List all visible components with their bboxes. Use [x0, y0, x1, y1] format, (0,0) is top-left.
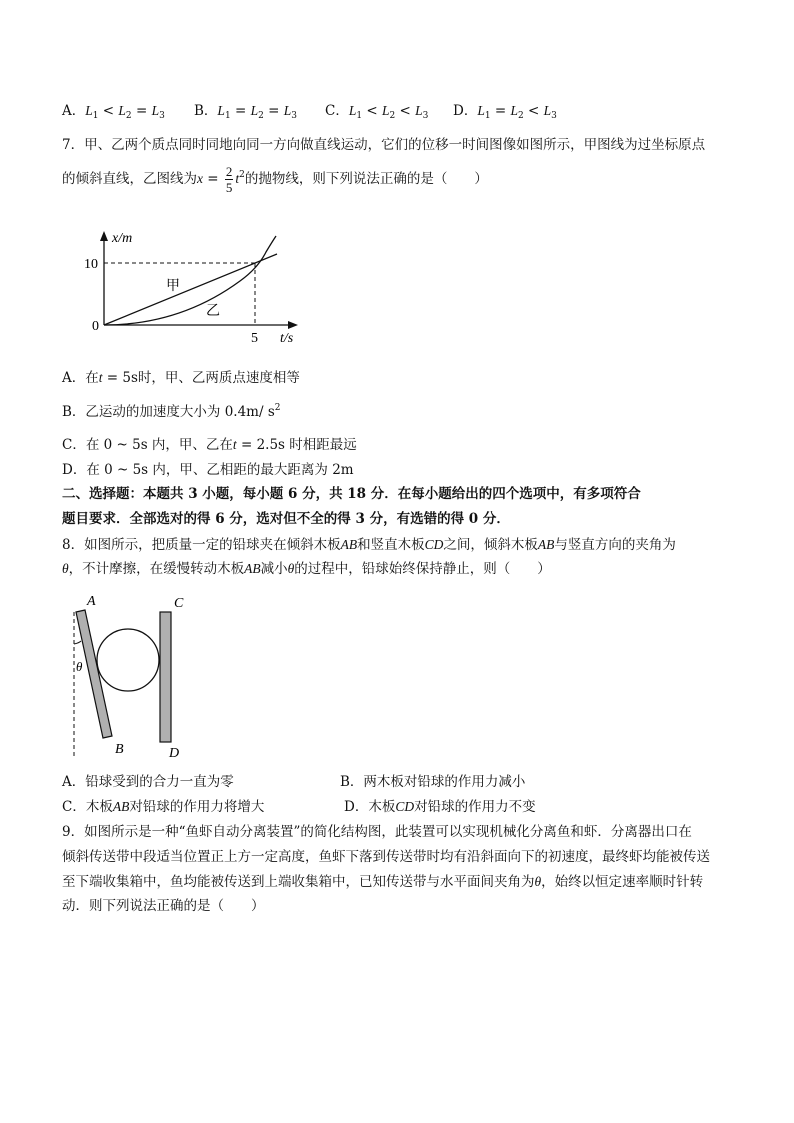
q7-stem-line1: 7．甲、乙两个质点同时同地向同一方向做直线运动，它们的位移一时间图像如图所示，甲图线为过坐标原点 [62, 137, 706, 153]
q7-xt-graph [80, 226, 310, 351]
q9-stem-line2: 倾斜传送带中段适当位置正上方一定高度，鱼虾下落到传送带时均有沿斜面向下的初速度，最终虾均能被传送 [62, 849, 710, 865]
x-tick-5: 5 [251, 331, 258, 346]
q7-option-c: C．在 0 ~ 5s 内，甲、乙在t = 2.5s 时相距最远 [62, 437, 357, 453]
line-jia [104, 254, 277, 325]
q8-option-b: B．两木板对铅球的作用力减小 [340, 774, 526, 790]
q7-option-a: A．在t = 5s时，甲、乙两质点速度相等 [62, 370, 300, 386]
q9-stem-line4: 动．则下列说法正确的是（ ） [62, 898, 265, 914]
label-theta: θ [76, 659, 83, 674]
q7-stem-line2: 的倾斜直线，乙图线为x = $\frac{2}{5}$ $t^2$的抛物线，则下列说法正确的是（ ） [62, 164, 488, 195]
q6-option-b: B．$L_1 = L_2 = L_3$ [194, 103, 297, 121]
label-d: D [169, 746, 180, 761]
board-cd [160, 612, 171, 742]
q8-stem-line1: 8．如图所示，把质量一定的铅球夹在倾斜木板AB和竖直木板CD之间，倾斜木板AB与竖直方向的夹角为 [62, 537, 676, 553]
q8-figure [66, 590, 192, 762]
label-jia: 甲 [166, 279, 180, 294]
label-yi: 乙 [206, 304, 220, 319]
q6-option-d: D．$L_1 = L_2 < L_3$ [453, 103, 557, 121]
q7-option-b: B．乙运动的加速度大小为 0.4m/ $s^2$ [62, 403, 281, 420]
y-axis-arrow [100, 231, 108, 241]
x-axis-label: t/s [280, 331, 294, 346]
q7-fraction: $\frac{2}{5}$ [225, 164, 233, 195]
q9-stem-line3: 至下端收集箱中，鱼均能被传送到上端收集箱中，已知传送带与水平面间夹角为θ，始终以恒定速率顺时针转 [62, 874, 704, 890]
curve-yi [104, 236, 276, 325]
q6-option-c: C．$L_1 < L_2 < L_3$ [325, 103, 429, 121]
y-axis-label: x/m [112, 231, 133, 246]
q8-stem-line2: θ，不计摩擦，在缓慢转动木板AB减小θ的过程中，铅球始终保持静止，则（ ） [62, 561, 551, 577]
x-axis-arrow [288, 321, 298, 329]
q8-option-a: A．铅球受到的合力一直为零 [62, 774, 234, 790]
lead-ball [97, 629, 159, 691]
q7-option-d: D．在 0 ~ 5s 内，甲、乙相距的最大距离为 2m [62, 462, 354, 478]
q9-stem-line1: 9．如图所示是一种“鱼虾自动分离装置”的简化结构图，此装置可以实现机械化分离鱼和虾．分离器出口在 [62, 824, 692, 840]
q6-option-a: A．$L_1 < L_2 = L_3$ [62, 103, 165, 121]
origin-label: 0 [92, 319, 99, 334]
section2-heading-line1: 二、选择题：本题共 3 小题，每小题 6 分，共 18 分．在每小题给出的四个选项中，有多项符合 [62, 486, 641, 502]
label-c: C [174, 596, 184, 611]
y-tick-10: 10 [84, 257, 98, 272]
theta-arc [74, 641, 81, 644]
q8-option-d: D．木板CD对铅球的作用力不变 [344, 799, 536, 815]
q8-option-c: C．木板AB对铅球的作用力将增大 [62, 799, 265, 815]
label-b: B [115, 742, 124, 757]
section2-heading-line2: 题目要求．全部选对的得 6 分，选对但不全的得 3 分，有选错的得 0 分． [62, 511, 510, 527]
label-a: A [87, 594, 96, 609]
